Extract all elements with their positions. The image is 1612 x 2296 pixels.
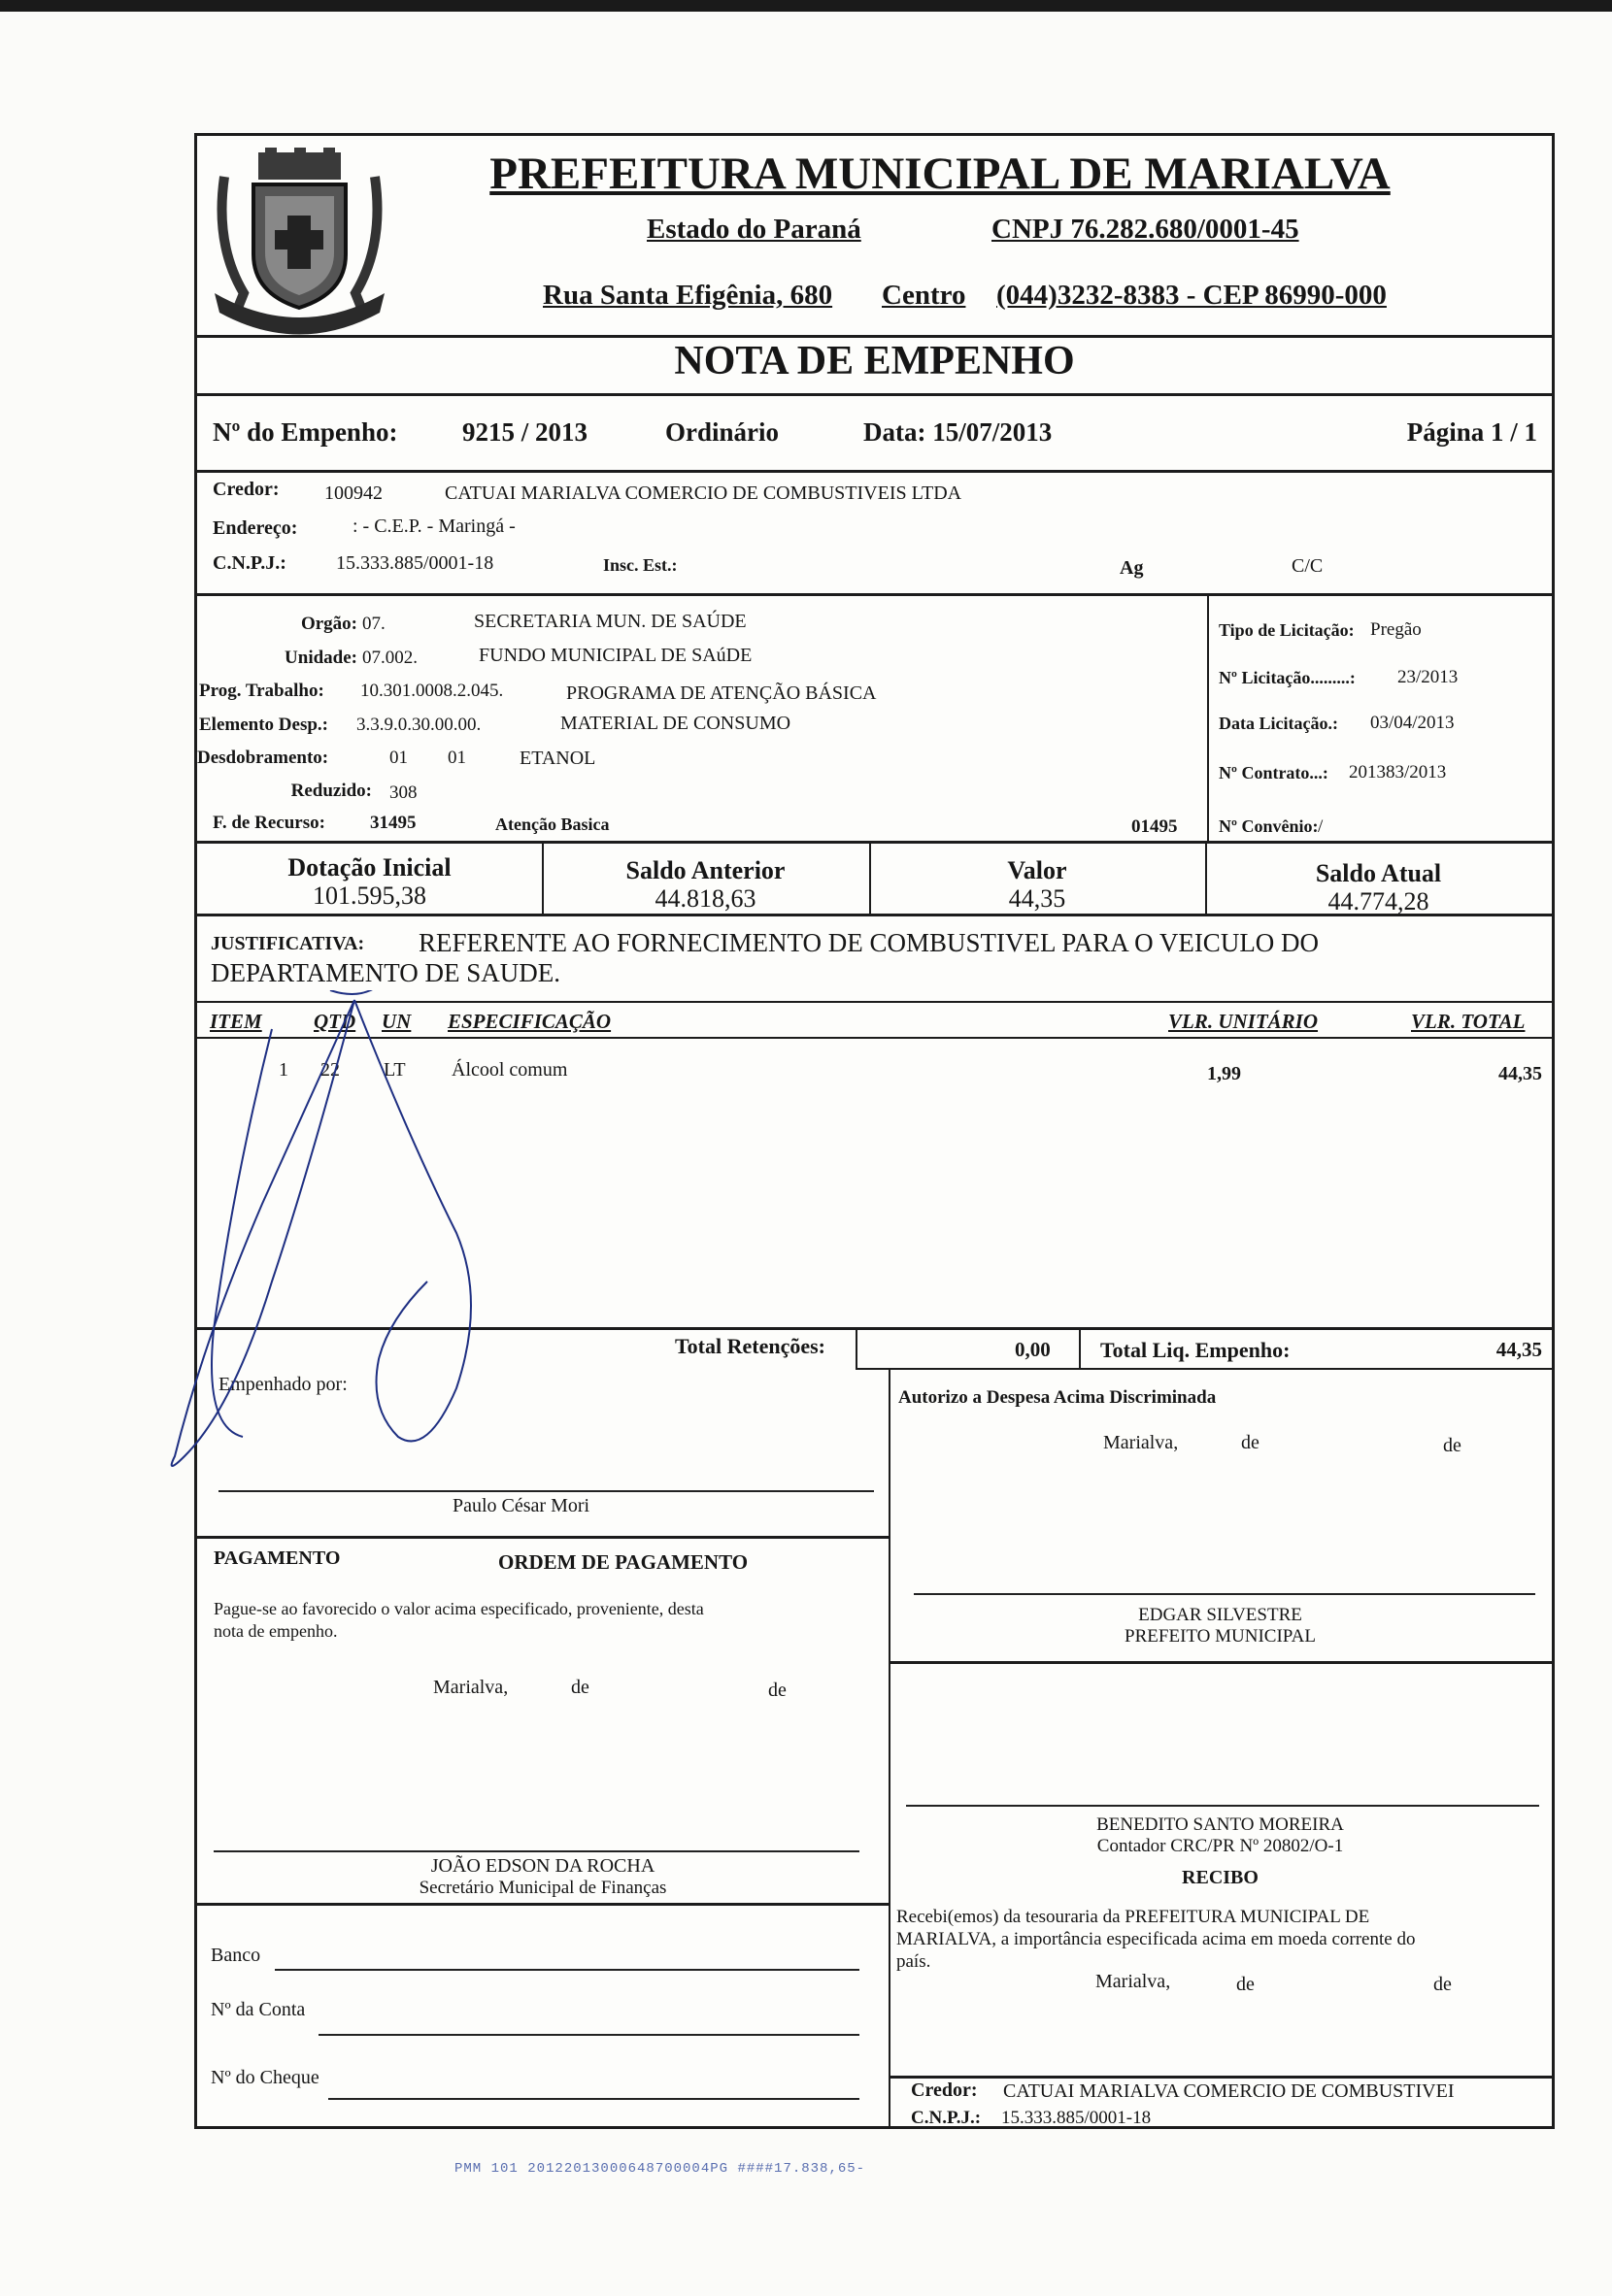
tipo-licitacao-label: Tipo de Licitação:: [1219, 620, 1355, 640]
desdobramento-b: 01: [448, 748, 466, 768]
empenho-number: 9215 / 2013: [462, 417, 588, 447]
prog-trabalho-code: 10.301.0008.2.045.: [360, 681, 504, 701]
pagamento-de-1: de: [571, 1677, 589, 1698]
autorizo-text: Autorizo a Despesa Acima Discriminada: [898, 1387, 1217, 1408]
item-unit: LT: [384, 1059, 406, 1081]
contador-name: BENEDITO SANTO MOREIRA: [1096, 1814, 1344, 1835]
empenho-date: Data: 15/07/2013: [863, 417, 1053, 447]
credor-cnpj-label: C.N.P.J.:: [213, 552, 286, 574]
address-label: Endereço:: [213, 517, 298, 539]
item-total: 44,35: [1498, 1063, 1542, 1084]
recibo-cnpj: 15.333.885/0001-18: [1001, 2108, 1152, 2128]
justificativa-line-2: DEPARTAMENTO DE SAUDE.: [211, 958, 560, 987]
saldo-anterior-value: 44.818,63: [655, 884, 756, 913]
page-number: Página 1 / 1: [1406, 417, 1537, 447]
col-item: ITEM: [210, 1010, 262, 1033]
valor-label: Valor: [1007, 856, 1067, 884]
prefeito-role: PREFEITO MUNICIPAL: [1125, 1626, 1316, 1647]
scan-top-edge: [0, 0, 1612, 12]
dotacao-value: 101.595,38: [313, 882, 426, 910]
orgao-name: SECRETARIA MUN. DE SAÚDE: [474, 611, 747, 632]
total-retencoes-value: 0,00: [1015, 1338, 1051, 1361]
autorizo-de-1: de: [1241, 1432, 1259, 1453]
dotacao-label: Dotação Inicial: [287, 853, 452, 882]
recibo-city: Marialva,: [1095, 1971, 1171, 1992]
prefeitura-title: PREFEITURA MUNICIPAL DE MARIALVA: [489, 149, 1391, 199]
recurso-name: Atenção Basica: [495, 815, 610, 834]
account-label: C/C: [1292, 555, 1324, 577]
recurso-code: 31495: [370, 813, 417, 833]
unidade-label: Unidade:: [285, 648, 357, 668]
recibo-title: RECIBO: [1182, 1867, 1259, 1888]
recibo-line-2: MARIALVA, a importância especificada acima em moeda corrente do: [896, 1929, 1416, 1949]
coat-of-arms-icon: [205, 148, 394, 337]
street-address: Rua Santa Efigênia, 680: [543, 280, 833, 311]
recurso-label: F. de Recurso:: [213, 813, 325, 833]
autorizo-city: Marialva,: [1103, 1432, 1179, 1453]
tipo-licitacao: Pregão: [1370, 619, 1422, 640]
empenhado-por-label: Empenhado por:: [218, 1374, 348, 1395]
district: Centro: [882, 280, 966, 311]
item-number: 1: [279, 1059, 288, 1081]
recurso-code-2: 01495: [1131, 816, 1178, 837]
unidade-name: FUNDO MUNICIPAL DE SAúDE: [479, 645, 753, 666]
desdobramento-label: Desdobramento:: [197, 748, 329, 768]
recibo-de-2: de: [1433, 1974, 1452, 1995]
banco-label: Banco: [211, 1945, 261, 1966]
col-qtd: QTD: [314, 1010, 356, 1033]
recibo-credor-name: CATUAI MARIALVA COMERCIO DE COMBUSTIVEI: [1003, 2080, 1455, 2102]
elemento-code: 3.3.9.0.30.00.00.: [356, 715, 482, 735]
total-liq-value: 44,35: [1495, 1338, 1542, 1361]
item-unit-price: 1,99: [1207, 1063, 1241, 1084]
processing-code: PMM 101 20122013000648700004PG ####17.838,65-: [454, 2161, 866, 2177]
municipal-coat-of-arms: [205, 148, 394, 337]
col-vlr-unitario: VLR. UNITÁRIO: [1168, 1010, 1319, 1033]
credor-code: 100942: [324, 482, 383, 504]
justificativa-label: JUSTIFICATIVA:: [211, 933, 365, 954]
elemento-name: MATERIAL DE CONSUMO: [560, 713, 791, 734]
prefeito-name: EDGAR SILVESTRE: [1138, 1605, 1302, 1625]
secretario-name: JOÃO EDSON DA ROCHA: [430, 1855, 655, 1877]
convenio-label: Nº Convênio:: [1219, 816, 1319, 836]
agency-label: Ag: [1120, 557, 1144, 579]
recibo-cnpj-label: C.N.P.J.:: [911, 2108, 982, 2128]
col-vlr-total: VLR. TOTAL: [1411, 1010, 1526, 1033]
justificativa-line-1: REFERENTE AO FORNECIMENTO DE COMBUSTIVEL PARA O VEICULO DO: [419, 928, 1320, 957]
orgao-code: 07.: [362, 614, 386, 634]
saldo-anterior-label: Saldo Anterior: [625, 856, 786, 884]
reduzido-label: Reduzido:: [290, 781, 372, 801]
prog-trabalho-name: PROGRAMA DE ATENÇÃO BÁSICA: [566, 682, 877, 704]
handwritten-signature: [155, 990, 563, 1485]
pagamento-de-2: de: [768, 1680, 787, 1701]
credor-address: : - C.E.P. - Maringá -: [353, 516, 516, 537]
item-quantity: 22: [320, 1059, 340, 1081]
num-licitacao: 23/2013: [1397, 667, 1459, 687]
prefeitura-cnpj: CNPJ 76.282.680/0001-45: [991, 214, 1299, 245]
desdobramento-name: ETANOL: [520, 748, 596, 769]
phone-cep: (044)3232-8383 - CEP 86990-000: [996, 280, 1387, 311]
state-name: Estado do Paraná: [647, 214, 861, 245]
reduzido-value: 308: [389, 782, 418, 803]
ordem-pagamento-label: ORDEM DE PAGAMENTO: [498, 1550, 749, 1574]
prog-trabalho-label: Prog. Trabalho:: [199, 681, 324, 701]
secretario-role: Secretário Municipal de Finanças: [419, 1878, 667, 1898]
elemento-label: Elemento Desp.:: [199, 715, 328, 735]
recibo-line-3: país.: [896, 1951, 931, 1972]
valor-value: 44,35: [1008, 884, 1066, 913]
recibo-line-1: Recebi(emos) da tesouraria da PREFEITURA MUNICIPAL DE: [896, 1907, 1370, 1927]
pagamento-label: PAGAMENTO: [214, 1547, 341, 1569]
contrato-label: Nº Contrato...:: [1219, 763, 1328, 782]
empenho-type: Ordinário: [665, 417, 780, 447]
credor-label: Credor:: [213, 479, 280, 500]
data-licitacao-label: Data Licitação.:: [1219, 714, 1338, 733]
saldo-atual-label: Saldo Atual: [1315, 859, 1442, 887]
credor-name: CATUAI MARIALVA COMERCIO DE COMBUSTIVEIS LTDA: [445, 482, 962, 504]
insc-est-label: Insc. Est.:: [603, 555, 678, 575]
contrato-number: 201383/2013: [1349, 762, 1447, 782]
num-licitacao-label: Nº Licitação.........:: [1219, 668, 1356, 687]
data-licitacao: 03/04/2013: [1370, 713, 1455, 733]
item-specification: Álcool comum: [452, 1059, 568, 1081]
col-especificacao: ESPECIFICAÇÃO: [448, 1010, 612, 1033]
unidade-code: 07.002.: [362, 648, 418, 668]
pague-se-line-2: nota de empenho.: [214, 1621, 338, 1641]
total-liq-label: Total Liq. Empenho:: [1100, 1338, 1291, 1362]
convenio-number: /: [1318, 816, 1324, 837]
autorizo-de-2: de: [1443, 1435, 1461, 1456]
orgao-label: Orgão:: [300, 614, 357, 634]
pagamento-city: Marialva,: [433, 1677, 509, 1698]
saldo-atual-value: 44.774,28: [1327, 887, 1429, 915]
pague-se-line-1: Pague-se ao favorecido o valor acima especificado, proveniente, desta: [214, 1599, 704, 1618]
desdobramento-a: 01: [389, 748, 408, 768]
cheque-label: Nº do Cheque: [211, 2067, 319, 2088]
empenhado-por-name: Paulo César Mori: [453, 1495, 590, 1516]
contador-role: Contador CRC/PR Nº 20802/O-1: [1096, 1836, 1344, 1856]
recibo-de-1: de: [1236, 1974, 1255, 1995]
empenho-number-label: Nº do Empenho:: [213, 417, 398, 447]
credor-cnpj: 15.333.885/0001-18: [336, 552, 494, 574]
recibo-credor-label: Credor:: [911, 2080, 978, 2101]
conta-label: Nº da Conta: [211, 1999, 306, 2020]
document-title: NOTA DE EMPENHO: [674, 339, 1075, 383]
total-retencoes-label: Total Retenções:: [675, 1334, 825, 1358]
col-un: UN: [382, 1010, 412, 1033]
